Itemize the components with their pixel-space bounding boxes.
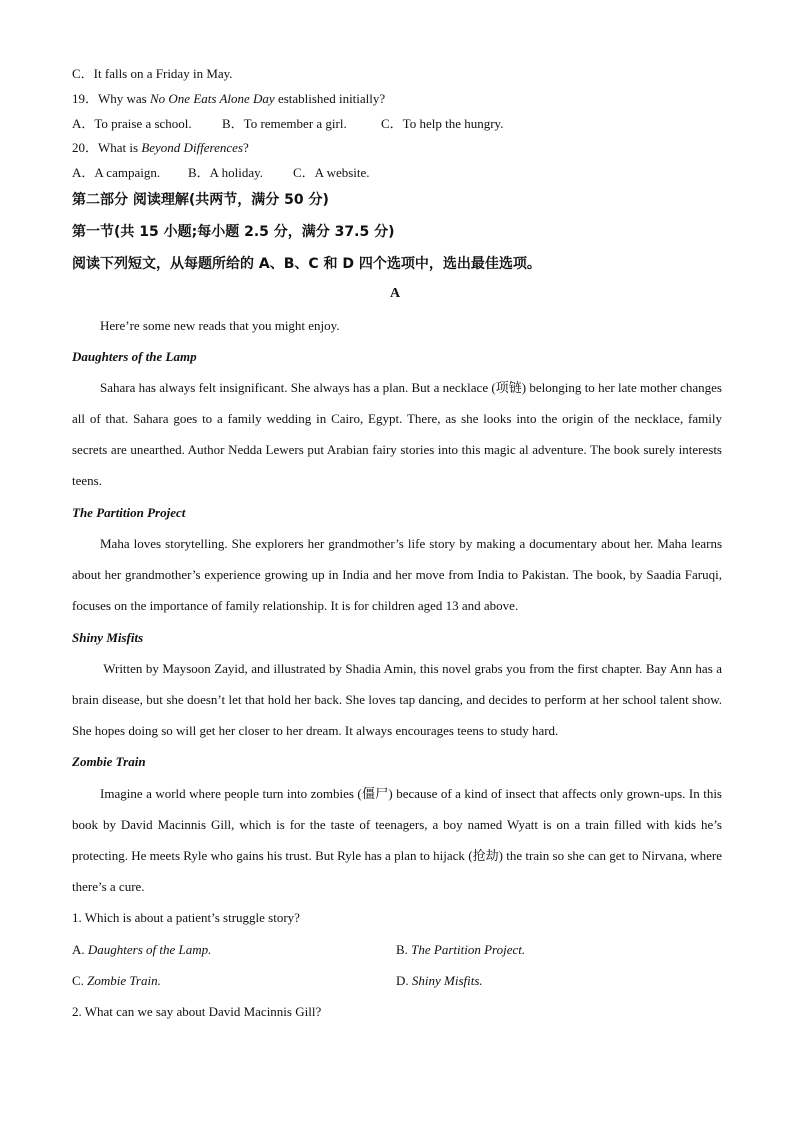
q19-option-b: B．To remember a girl. [222,116,347,131]
book-text: Sahara has always felt insignificant. She always has a plan. But a necklace (项链) belonging to her late mother changes all of that. Sahara goes to a family wedding in Cairo, Egypt. There, as she looks into the origin of the necklace, family secrets are unearthed. Author Nedda Lewers put Arabian fairy stories into this magic al adventure. The book surely interests teens. [72,380,722,488]
book-title-zombie-train: Zombie Train [72,754,146,769]
book-text: Maha loves storytelling. She explorers her grandmother’s life story by making a documentary about her. Maha learns about her grandmother’s experience growing up in India and her move from India to Pakistan. The book, by Saadia Faruqi, focuses on the importance of family relationship. It is for children aged 13 and above. [72,536,722,613]
book-description-zombie-train [72,778,722,902]
q20-option-c: C．A website. [293,165,370,180]
option-text: The Partition Project. [411,942,526,957]
question-1-option-d[interactable] [396,973,483,989]
book-description-daughters-of-the-lamp [72,372,722,496]
question-1-option-a[interactable] [72,942,211,958]
question-1-option-b[interactable] [396,942,525,958]
question-1-option-c[interactable] [72,973,161,989]
book-description-the-partition-project [72,528,722,621]
book-title-daughters-of-the-lamp: Daughters of the Lamp [72,349,197,364]
q20-option-a: A．A campaign. [72,165,161,180]
question-2-stem: 2. What can we say about David Macinnis Gill? [72,1004,322,1019]
part-header: 第二部分 阅读理解(共两节，满分 50 分) [72,192,329,208]
option-text: Zombie Train. [87,973,161,988]
q20-option-b: B．A holiday. [188,165,263,180]
q19-stem [72,91,385,107]
option-letter: A. [72,942,88,957]
option-text: Shiny Misfits. [411,973,483,988]
q19-option-c: C．To help the hungry. [381,116,504,131]
option-letter: B. [396,942,412,957]
q19-stem-end: established initially? [274,91,386,106]
passage-letter: A [390,286,401,301]
book-text: Written by Maysoon Zayid, and illustrated by Shadia Amin, this novel grabs you from the first chapter. Bay Ann has a brain disease, but she doesn’t let that hold her back. She loves tap dancing, and decides to perform at her school talent show. She hopes doing so will get her closer to her dream. It always encourages teens to study hard. [72,661,722,738]
book-title-the-partition-project: The Partition Project [72,505,186,520]
q20-stem-text: 20．What is [72,140,142,155]
book-text: Imagine a world where people turn into zombies (僵尸) because of a kind of insect that affects only grown-ups. In this book by David Macinnis Gill, which is for the taste of teenagers, a boy named Wyatt is on a train filled with kids he’s protecting. He meets Ryle who gains his trust. But Ryle has a plan to hijack (抢劫) the train so she can get to Nirvana, where there’s a cure. [72,786,722,894]
instructions: 阅读下列短文，从每题所给的 A、B、C 和 D 四个选项中，选出最佳选项。 [72,256,541,272]
q19-stem-italic: No One Eats Alone Day [150,91,275,106]
book-description-shiny-misfits [72,653,722,746]
question-1-stem: 1. Which is about a patient’s struggle story? [72,910,300,925]
section-header: 第一节(共 15 小题;每小题 2.5 分，满分 37.5 分) [72,224,395,240]
q18-option-c: C．It falls on a Friday in May. [72,66,233,81]
q19-stem-text: 19．Why was [72,91,150,106]
option-text: Daughters of the Lamp. [87,942,212,957]
q20-stem-italic: Beyond Differences [141,140,243,155]
q20-stem [72,140,249,156]
book-title-shiny-misfits: Shiny Misfits [72,630,144,645]
passage-intro: Here’re some new reads that you might enjoy. [100,318,340,333]
q20-stem-end: ? [243,140,249,155]
option-letter: C. [72,973,88,988]
option-letter: D. [396,973,412,988]
q19-option-a: A．To praise a school. [72,116,192,131]
